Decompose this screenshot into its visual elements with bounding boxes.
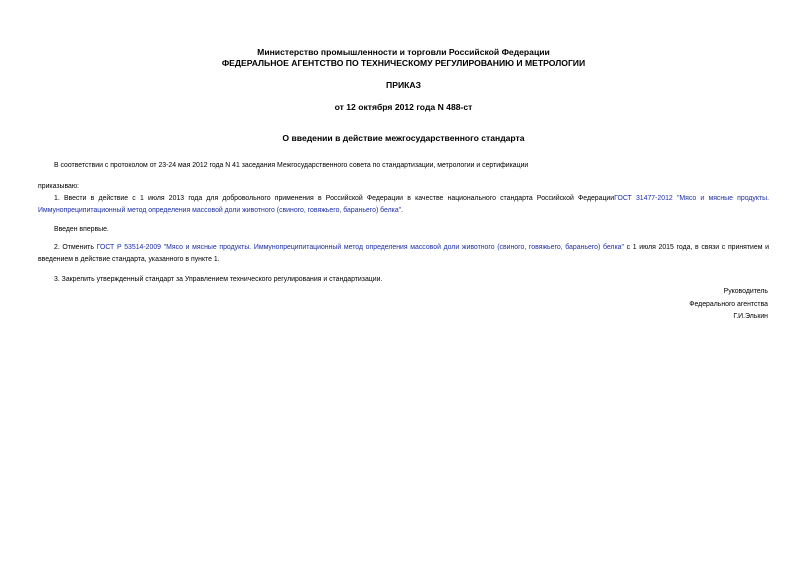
item-2-prefix: 2. Отменить	[54, 244, 97, 251]
signature-name: Г.И.Элькин	[733, 313, 768, 320]
item-2-paragraph	[38, 242, 769, 266]
agency-title: ФЕДЕРАЛЬНОЕ АГЕНТСТВО ПО ТЕХНИЧЕСКОМУ РЕГУЛИРОВАНИЮ И МЕТРОЛОГИИ	[221, 58, 586, 68]
preamble-paragraph: В соответствии с протоколом от 23-24 мая 2012 года N 41 заседания Межгосударственного совета по стандартизации, метрологии и сертификации	[54, 162, 529, 169]
introduced-first-note: Введен впервые.	[54, 226, 109, 233]
ministry-title: Министерство промышленности и торговли Российской Федерации	[257, 47, 550, 57]
order-word: приказываю:	[38, 183, 79, 190]
signature-title-line2: Федерального агентства	[689, 300, 768, 308]
order-date-number: от 12 октября 2012 года N 488-ст	[334, 102, 473, 112]
gost-r-53514-link[interactable]: ГОСТ Р 53514-2009 "Мясо и мясные продукты. Иммунопреципитационный метод определения массовой доли животного (свиного, говяжьего, бараньего) белка"	[96, 244, 624, 251]
item-2-suffix: с 1 июля 2015 года, в связи с принятием и введением в действие стандарта, указанного в пункте 1.	[38, 244, 769, 263]
gost-31477-link[interactable]: ГОСТ 31477-2012 "Мясо и мясные продукты. Иммунопреципитационный метод определения массовой доли животного (свиного, говяжьего, бараньего) белка"	[38, 195, 769, 214]
item-1-paragraph	[38, 193, 769, 217]
signature-title-line1: Руководитель	[723, 288, 768, 295]
item-1-suffix: .	[401, 207, 404, 214]
doc-type: ПРИКАЗ	[386, 80, 421, 90]
item-3-paragraph: 3. Закрепить утвержденный стандарт за Управлением технического регулирования и стандартизации.	[54, 276, 383, 283]
signature-block	[689, 286, 768, 324]
order-subject: О введении в действие межгосударственного стандарта	[282, 133, 525, 143]
item-1-prefix: 1. Ввести в действие с 1 июля 2013 года для добровольного применения в Российской Федерации в качестве национального стандарта Российской Федерации	[54, 195, 615, 202]
